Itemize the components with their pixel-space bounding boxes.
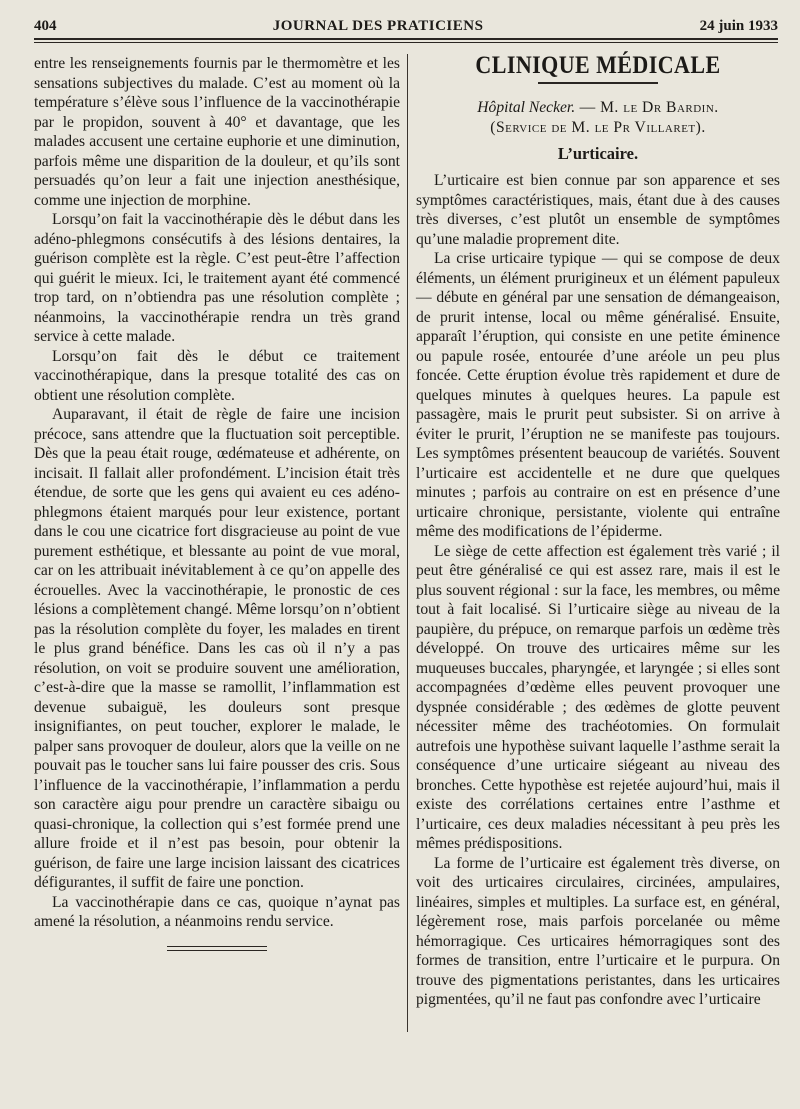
left-column	[34, 54, 400, 951]
header-rule	[34, 38, 778, 40]
journal-title: JOURNAL DES PRATICIENS	[272, 17, 484, 34]
paragraph: Lorsqu’on fait la vaccinothérapie dès le début dans les adéno-phlegmons consécutifs à des lésions dentaires, la guérison complète est la règle. C’est peut-être l’affection qui guérit le mieux. Ici, le traitement ayant été commencé trop tard, on n’obtiendra pas une résolution complète ; néanmoins, la vaccinothérapie rendra un très grand service à cette malade.	[34, 211, 400, 345]
right-column	[416, 54, 780, 1010]
column-divider	[407, 54, 408, 1032]
article-title: L’urticaire.	[557, 143, 639, 163]
page-number: 404	[34, 17, 57, 34]
running-header	[34, 14, 778, 38]
paragraph: entre les renseignements fournis par le thermomètre et les sensations subjectives du malade. C’est au moment où la température s’élève sous l’influence de la vaccinothérapie par le propidon, souvent à 40° et davantage, que les malades accusent une certaine euphorie et une diminution, parfois même une disparition de la douleur, et qu’ils sont persuadés qu’on leur a fait une injection anesthésique, comme une injection de morphine.	[34, 55, 400, 209]
paragraph: La crise urticaire typique — qui se compose de deux éléments, un élément prurigineux et un élément papuleux — débute en général par une sensation de démangeaison, de prurit intense, local ou même généralisé. Ensuite, apparaît l’éruption, qui consiste en une petite éminence ou papule rosée, entourée d’une aréole un peu plus foncée. Cette éruption évolue très rapidement et dure de quelques minutes à quelques heures. La papule est passagère, mais le prurit peut subsister. Si on arrive à éviter le prurit, l’éruption ne se manifeste pas toujours. Les symptômes présentent beaucoup de variétés. Souvent l’urticaire est accidentelle et ne dure que quelques minutes ; parfois au contraire on est en présence d’une urticaire chronique, persistante, violente qui entraîne même des modifications de l’épiderme.	[416, 250, 780, 540]
paragraph: L’urticaire est bien connue par son apparence et ses symptômes caractéristiques, mais, étant due à des causes très diverses, c’est plutôt un ensemble de symptômes qu’une maladie proprement dite.	[416, 172, 780, 248]
paragraph: La vaccinothérapie dans ce cas, quoique n’aynat pas amené la résolution, a néanmoins rendu service.	[34, 893, 400, 930]
paragraph: Auparavant, il était de règle de faire une incision précoce, sans attendre que la fluctuation soit perceptible. Dès que la peau était rouge, œdémateuse et adhérente, on incisait. Il fallait aller profondément. L’incision était très étendue, de sorte que les gens qui avaient eu ces adéno-phlegmons étaient marqués pour leur existence, portant dans le cou une cicatrice fort disgracieuse au point de vue purement esthétique, et blessante au point de vue moral, car on les attribuait inévitablement à ce qu’on appelle des écrouelles. Avec la vaccinothérapie, le pronostic de ces lésions a complètement changé. Même lorsqu’on n’obtient pas la résolution complète du foyer, les malades en tirent le plus grand bénéfice. Dans les cas où il n’y a pas résolution, on voit se produire souvent une amélioration, c’est-à-dire que la masse se ramollit, l’inflammation est devenue subaiguë, les douleurs sont presque insignifiantes, on peut toucher, explorer le malade, le palper sans provoquer de douleur, alors que la veille on ne pouvait pas le toucher sans lui faire pousser des cris. Sous l’influence de la vaccinothérapie, l’inflammation a perdu son caractère aigu pour prendre un caractère sibaigu ou quasi-chronique, la collection qui s’est formée prend une allure froide et il n’est pas besoin, pour obtenir la guérison, de faire une large incision laissant des cicatrices défigurantes, il suffit de faire une ponction.	[34, 406, 400, 891]
paragraph: La forme de l’urticaire est également très diverse, on voit des urticaires circulaires, circinées, ampulaires, linéaires, simples et multiples. La surface est, en général, légèrement rose, mais parfois porcelanée ou même hémorragique. Ces urticaires hémorragiques sont des formes de transition, entre l’urticaire et le purpura. On trouve des pigmentations peristantes, dans les urticaires pigmentées, qu’il ne faut pas confondre avec l’urticaire	[416, 854, 780, 1008]
service-line: (Service de M. le Pr Villaret).	[490, 118, 706, 136]
author: — M. le Dr Bardin.	[575, 98, 719, 116]
paragraph: Le siège de cette affection est également très varié ; il peut être généralisé ce qui est assez rare, mais il est le plus souvent régional : sur la face, les membres, ou même tout à fait localisé. Si l’urticaire siège au niveau de la paupière, du prépuce, on remarque parfois un œdème très développé. On trouve des urticaires même sur les muqueuses buccales, pharyngée, et laryngée ; si elles sont accompagnées d’œdème elles peuvent provoquer une dyspnée considérable ; des œdèmes de glotte peuvent nécessiter même des trachéotomies. On formulait autrefois une hypothèse suivant laquelle l’asthme serait la conséquence d’une urticaire siégeant au niveau des bronches. Cette hypothèse est rejetée aujourd’hui, mais il existe des corrélations certaines entre l’asthme et l’urticaire, ces deux maladies nécessitant à peu près les mêmes prédispositions.	[416, 542, 780, 852]
header-rule-thin	[34, 42, 778, 43]
section-title: CLINIQUE MÉDICALE	[475, 52, 721, 79]
byline	[416, 98, 780, 118]
paragraph: Lorsqu’on fait dès le début ce traitement vaccinothérapique, dans la presque totalité des cas on obtient une résolution complète.	[34, 347, 400, 404]
section-title-rule	[538, 82, 658, 84]
hospital-name: Hôpital Necker.	[477, 98, 576, 116]
issue-date: 24 juin 1933	[699, 17, 778, 34]
end-of-article-rule	[167, 946, 267, 951]
